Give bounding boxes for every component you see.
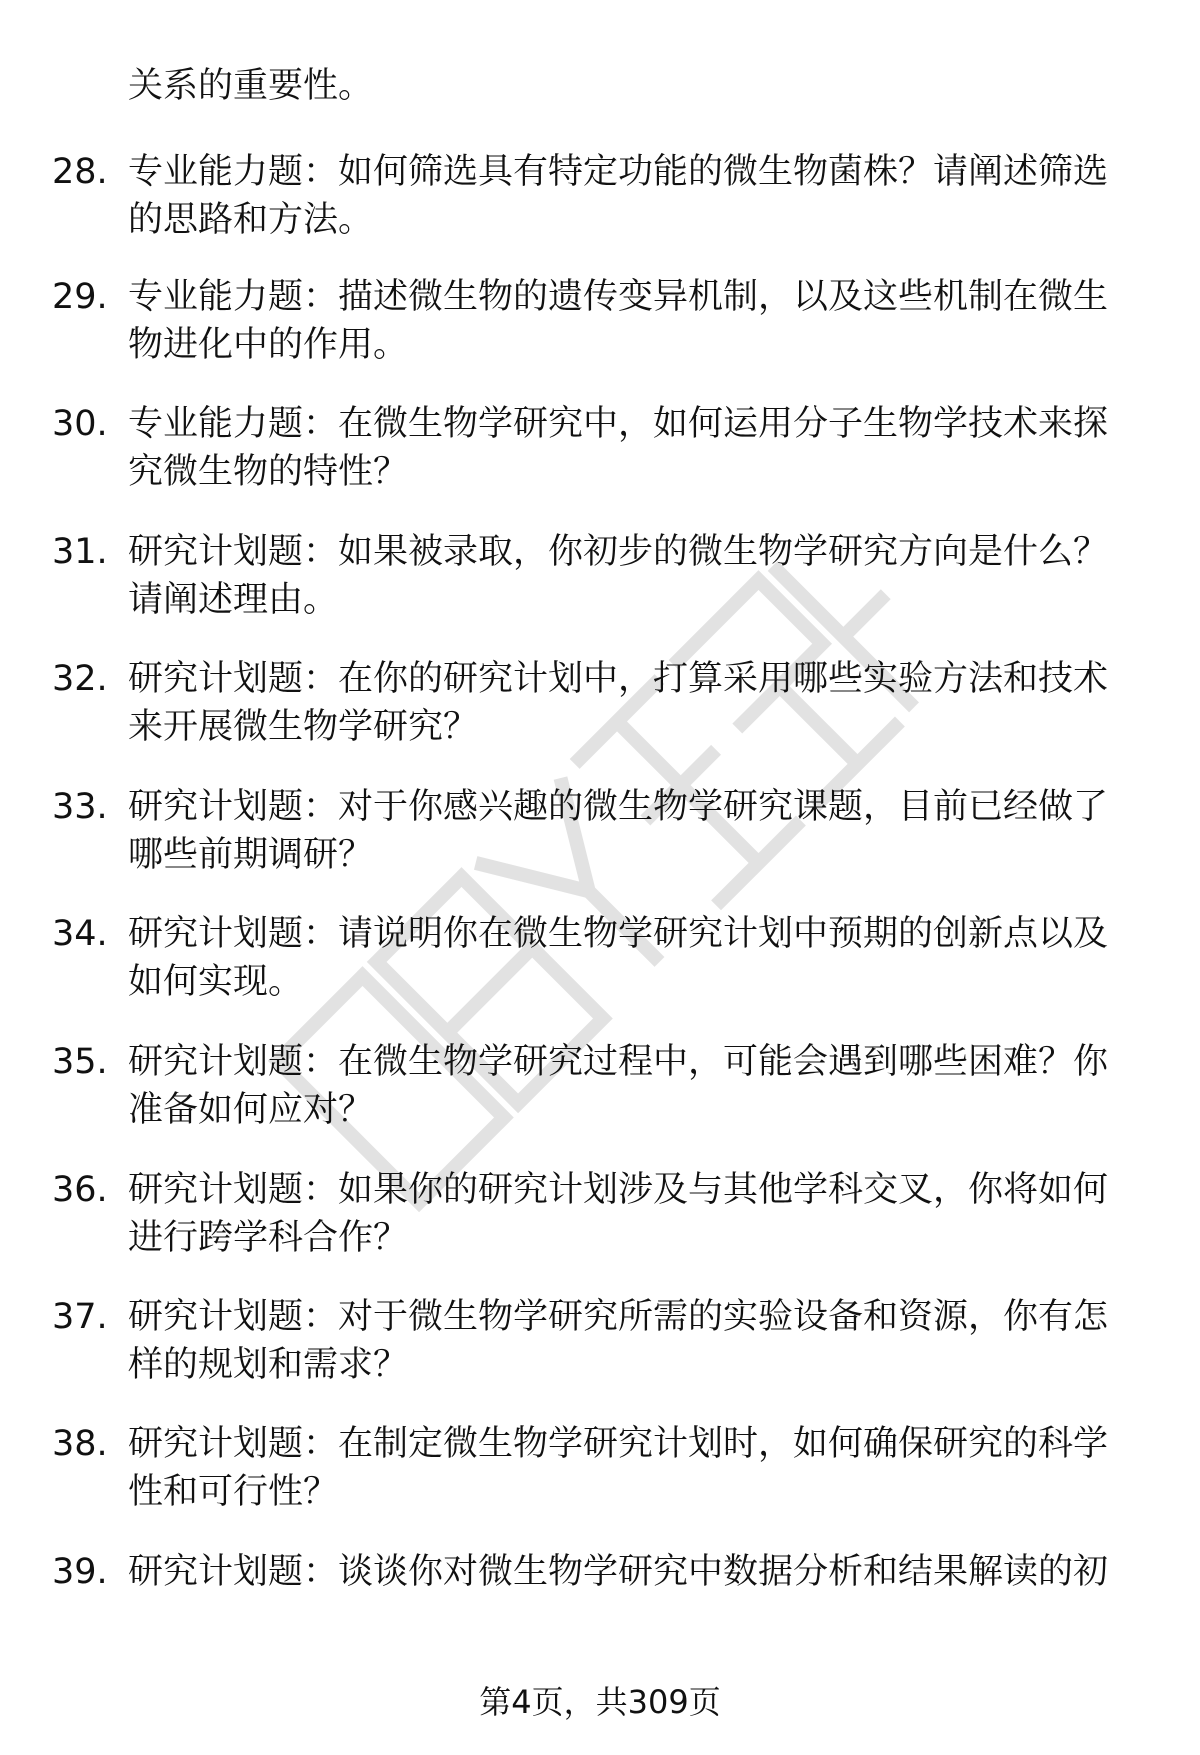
item-text-line: 研究计划题：在你的研究计划中，打算采用哪些实验方法和技术 — [128, 659, 1109, 699]
item-text-line: 请阐述理由。 — [128, 580, 339, 620]
item-text-line: 样的规划和需求？ — [128, 1345, 409, 1385]
item-text-line: 性和可行性？ — [128, 1472, 339, 1512]
item-text-line: 哪些前期调研？ — [128, 835, 374, 875]
item-number: 32. — [52, 659, 108, 699]
item-number: 30. — [52, 404, 108, 444]
item-number: 35. — [52, 1042, 108, 1082]
item-text-line: 专业能力题：如何筛选具有特定功能的微生物菌株？请阐述筛选 — [128, 152, 1109, 192]
item-number: 39. — [52, 1552, 108, 1592]
item-text-line: 进行跨学科合作？ — [128, 1218, 409, 1258]
item-text-line: 研究计划题：在微生物学研究过程中，可能会遇到哪些困难？你 — [128, 1042, 1109, 1082]
item-number: 29. — [52, 277, 108, 317]
item-text-line: 究微生物的特性？ — [128, 452, 409, 492]
item-text-line: 研究计划题：对于你感兴趣的微生物学研究课题，目前已经做了 — [128, 787, 1109, 827]
item-text-line: 研究计划题：在制定微生物学研究计划时，如何确保研究的科学 — [128, 1424, 1109, 1464]
item-number: 36. — [52, 1170, 108, 1210]
item-text-line: 来开展微生物学研究？ — [128, 707, 479, 747]
item-text-line: 的思路和方法。 — [128, 200, 374, 240]
item-text-line: 研究计划题：如果你的研究计划涉及与其他学科交叉，你将如何 — [128, 1170, 1109, 1210]
item-text-line: 准备如何应对？ — [128, 1090, 374, 1130]
item-number: 38. — [52, 1424, 108, 1464]
item-number: 37. — [52, 1297, 108, 1337]
item-number: 28. — [52, 152, 108, 192]
item-text-line: 研究计划题：谈谈你对微生物学研究中数据分析和结果解读的初 — [128, 1552, 1109, 1592]
item-number: 34. — [52, 914, 108, 954]
item-text-line: 研究计划题：对于微生物学研究所需的实验设备和资源，你有怎 — [128, 1297, 1109, 1337]
continuation-text: 关系的重要性。 — [128, 66, 374, 106]
item-number: 31. — [52, 532, 108, 572]
item-text-line: 研究计划题：请说明你在微生物学研究计划中预期的创新点以及 — [128, 914, 1109, 954]
item-text-line: 研究计划题：如果被录取，你初步的微生物学研究方向是什么？ — [128, 532, 1109, 572]
item-text-line: 物进化中的作用。 — [128, 325, 409, 365]
item-number: 33. — [52, 787, 108, 827]
item-text-line: 如何实现。 — [128, 962, 304, 1002]
item-text-line: 专业能力题：在微生物学研究中，如何运用分子生物学技术来探 — [128, 404, 1109, 444]
item-text-line: 专业能力题：描述微生物的遗传变异机制，以及这些机制在微生 — [128, 277, 1109, 317]
page-number-footer: 第4页，共309页 — [479, 1683, 721, 1721]
